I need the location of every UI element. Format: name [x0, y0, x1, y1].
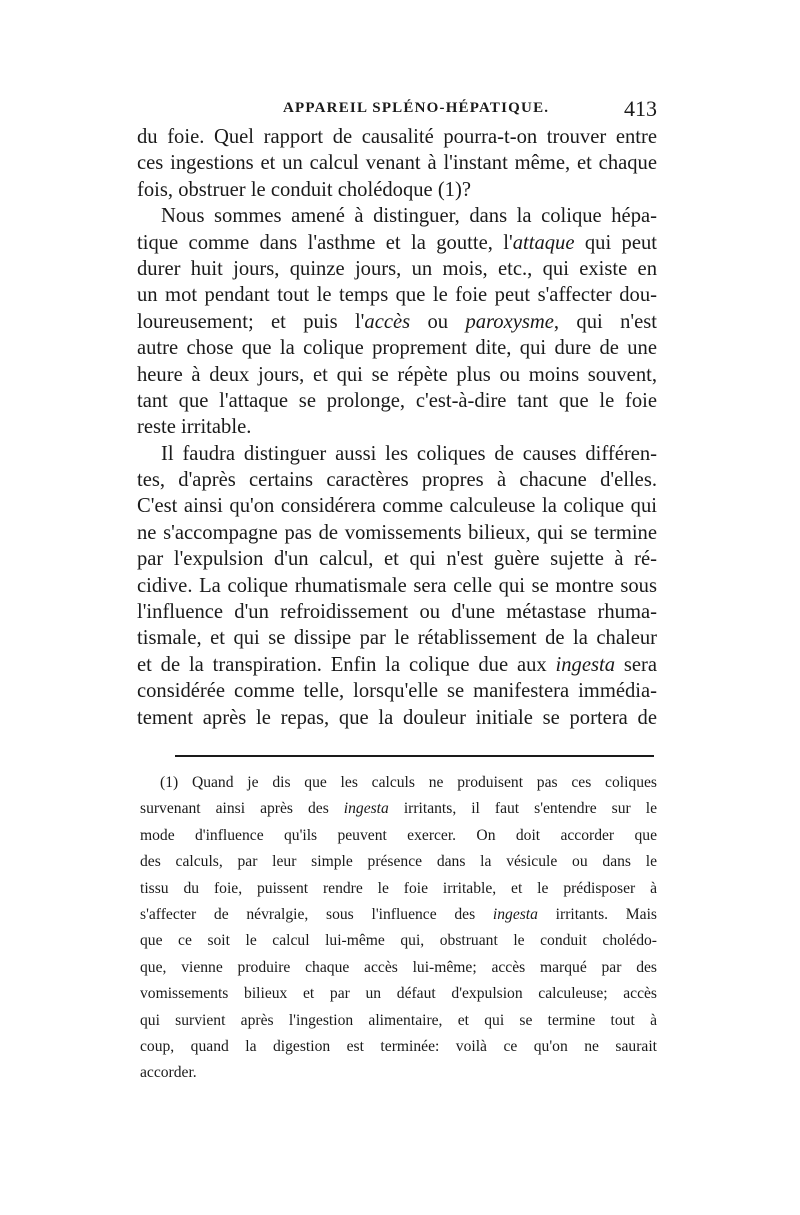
text-line: considérée comme telle, lorsqu'elle se manifestera immédia- [137, 680, 657, 703]
text-line: reste irritable. [137, 416, 252, 439]
text-line: loureusement; et puis l'accès ou paroxysme, qui n'est [137, 310, 657, 333]
footnote-line: vomissements bilieux et par un défaut d'expulsion calculeuse; accès [140, 985, 657, 1003]
footnote-line: accorder. [140, 1064, 197, 1082]
text-line: tismale, et qui se dissipe par le rétablissement de la chaleur [137, 627, 657, 650]
text-line: ces ingestions et un calcul venant à l'instant même, et chaque [137, 152, 657, 175]
running-head [137, 96, 657, 124]
text-line: l'influence d'un refroidissement ou d'une métastase rhuma- [137, 601, 657, 624]
text-line: ne s'accompagne pas de vomissements bilieux, qui se termine [137, 521, 657, 544]
text-line: et de la transpiration. Enfin la colique due aux ingesta sera [137, 653, 657, 676]
text-line: cidive. La colique rhumatismale sera celle qui se montre sous [137, 574, 657, 597]
text-line: un mot pendant tout le temps que le foie peut s'affecter dou- [137, 284, 657, 307]
footnote [140, 773, 657, 1090]
footnote-line: que ce soit le calcul lui-même qui, obstruant le conduit cholédo- [140, 932, 657, 950]
text-line: durer huit jours, quinze jours, un mois, etc., qui existe en [137, 257, 657, 280]
footnote-line: coup, quand la digestion est terminée: voilà ce qu'on ne saurait [140, 1037, 657, 1055]
page-number: 413 [624, 96, 657, 121]
text-line: autre chose que la colique proprement dite, qui dure de une [137, 337, 657, 360]
footnote-line: survenant ainsi après des ingesta irritants, il faut s'entendre sur le [140, 800, 657, 818]
footnote-line: s'affecter de névralgie, sous l'influence des ingesta irritants. Mais [140, 905, 657, 923]
italic-term: ingesta [343, 800, 389, 818]
footnote-line: (1) Quand je dis que les calculs ne produisent pas ces coliques [160, 774, 657, 791]
main-text [137, 124, 657, 731]
italic-term: ingesta [555, 653, 616, 676]
text-line: par l'expulsion d'un calcul, et qui n'est guère sujette à ré- [137, 548, 657, 571]
text-line: fois, obstruer le conduit cholédoque (1)? [137, 178, 471, 201]
text-line: du foie. Quel rapport de causalité pourra-t-on trouver entre [137, 126, 657, 148]
text-line: tes, d'après certains caractères propres à chacune d'elles. [137, 469, 657, 492]
footnote-line: que, vienne produire chaque accès lui-même; accès marqué par des [140, 958, 657, 976]
text-line: tant que l'attaque se prolonge, c'est-à-dire tant que le foie [137, 389, 657, 412]
text-line: Nous sommes amené à distinguer, dans la colique hépa- [161, 205, 657, 228]
italic-term: attaque [512, 231, 575, 254]
text-line: Il faudra distinguer aussi les coliques de causes différen- [161, 442, 657, 465]
footnote-divider [175, 755, 654, 757]
footnote-line: tissu du foie, puissent rendre le foie irritable, et le prédisposer à [140, 879, 657, 897]
text-line: tement après le repas, que la douleur initiale se portera de [137, 706, 657, 729]
text-line: tique comme dans l'asthme et la goutte, l'attaque qui peut [137, 231, 657, 254]
italic-term: paroxysme [465, 310, 554, 333]
text-line: heure à deux jours, et qui se répète plus ou moins souvent, [137, 363, 657, 386]
italic-term: ingesta [492, 905, 538, 923]
running-title: APPAREIL SPLÉNO-HÉPATIQUE. [283, 100, 550, 116]
footnote-line: qui survient après l'ingestion alimentaire, et qui se termine tout à [140, 1011, 657, 1029]
text-line: C'est ainsi qu'on considérera comme calculeuse la colique qui [137, 495, 657, 518]
italic-term: accès [364, 310, 411, 333]
footnote-line: mode d'influence qu'ils peuvent exercer. On doit accorder que [140, 826, 657, 844]
footnote-line: des calculs, par leur simple présence dans la vésicule ou dans le [140, 853, 657, 871]
